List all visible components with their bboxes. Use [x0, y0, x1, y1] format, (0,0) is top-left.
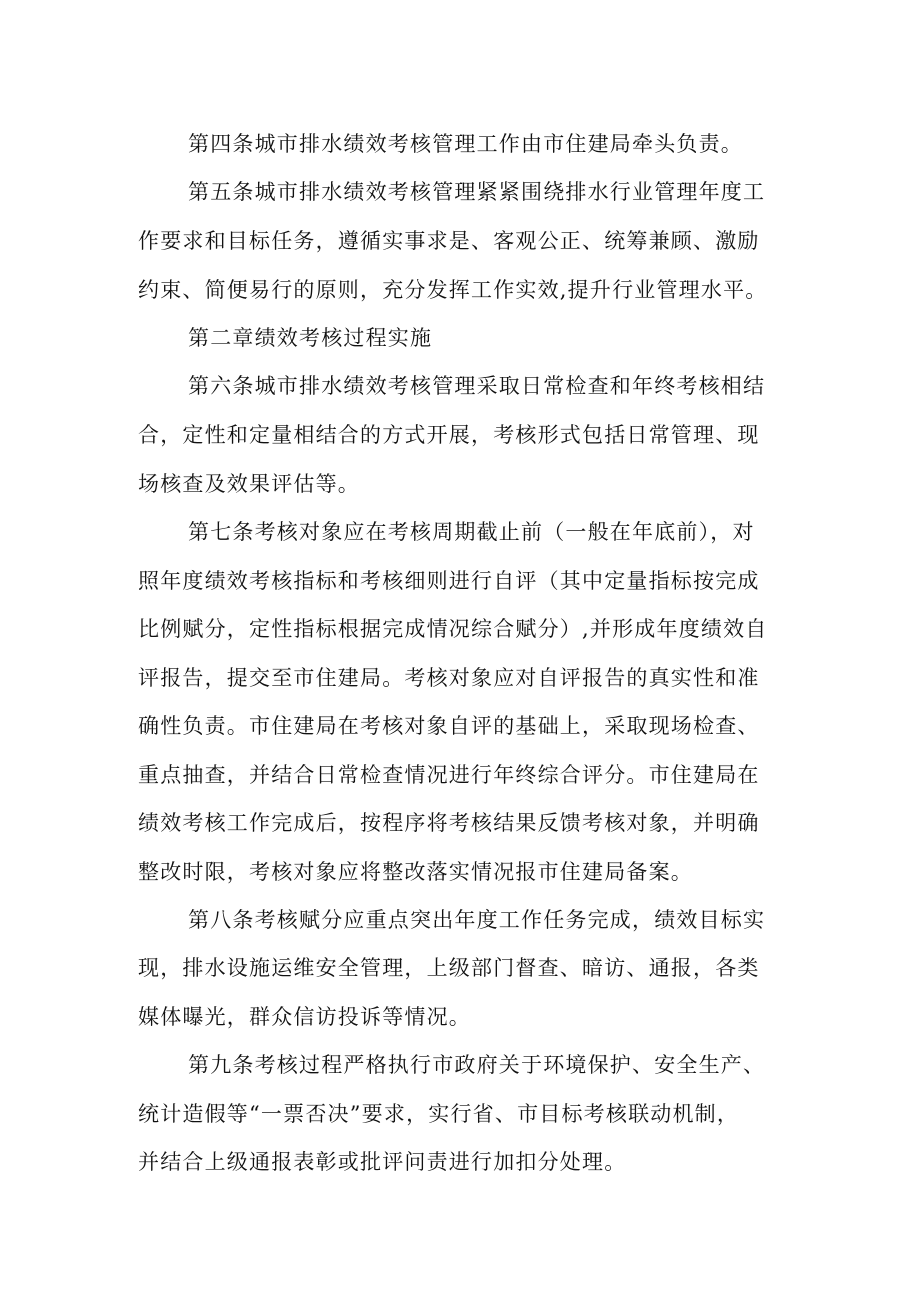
- article-6-line-2: 合，定性和定量相结合的方式开展，考核形式包括日常管理、现: [138, 423, 760, 447]
- article-8-line-3: 媒体曝光，群众信访投诉等情况。: [138, 1005, 471, 1029]
- article-7-line-5: 确性负责。市住建局在考核对象自评的基础上，采取现场检查、: [138, 714, 760, 738]
- article-8-line-2: 现，排水设施运维安全管理，上级部门督查、暗访、通报，各类: [138, 956, 760, 980]
- article-7-line-2: 照年度绩效考核指标和考核细则进行自评（其中定量指标按完成: [138, 569, 760, 593]
- article-6-line-3: 场核查及效果评估等。: [138, 472, 360, 496]
- article-7-line-1: 第七条考核对象应在考核周期截止前（一般在年底前），对: [188, 520, 755, 544]
- article-7-line-3: 比例赋分，定性指标根据完成情况综合赋分）,并形成年度绩效自: [138, 617, 768, 641]
- article-7-line-8: 整改时限，考核对象应将整改落实情况报市住建局备案。: [138, 860, 693, 884]
- article-5-line-3: 约束、简便易行的原则，充分发挥工作实效,提升行业管理水平。: [138, 278, 768, 302]
- article-9-line-3: 并结合上级通报表彰或批评问责进行加扣分处理。: [138, 1150, 627, 1174]
- article-5-line-2: 作要求和目标任务，遵循实事求是、客观公正、统筹兼顾、激励: [138, 229, 760, 253]
- article-7-line-6: 重点抽查，并结合日常检查情况进行年终综合评分。市住建局在: [138, 763, 760, 787]
- article-7-line-4: 评报告，提交至市住建局。考核对象应对自评报告的真实性和准: [138, 666, 760, 690]
- article-4-line-1: 第四条城市排水绩效考核管理工作由市住建局牵头负责。: [188, 132, 743, 156]
- article-5-line-1: 第五条城市排水绩效考核管理紧紧围绕排水行业管理年度工: [188, 180, 766, 204]
- article-6-line-1: 第六条城市排水绩效考核管理采取日常检查和年终考核相结: [188, 374, 766, 398]
- article-7-line-7: 绩效考核工作完成后，按程序将考核结果反馈考核对象，并明确: [138, 811, 760, 835]
- article-9-line-2: 统计造假等“一票否决”要求，实行省、市目标考核联动机制，: [138, 1102, 740, 1126]
- article-9-line-1: 第九条考核过程严格执行市政府关于环境保护、安全生产、: [188, 1053, 766, 1077]
- article-8-line-1: 第八条考核赋分应重点突出年度工作任务完成，绩效目标实: [188, 908, 766, 932]
- chapter-2-heading: 第二章绩效考核过程实施: [188, 326, 433, 350]
